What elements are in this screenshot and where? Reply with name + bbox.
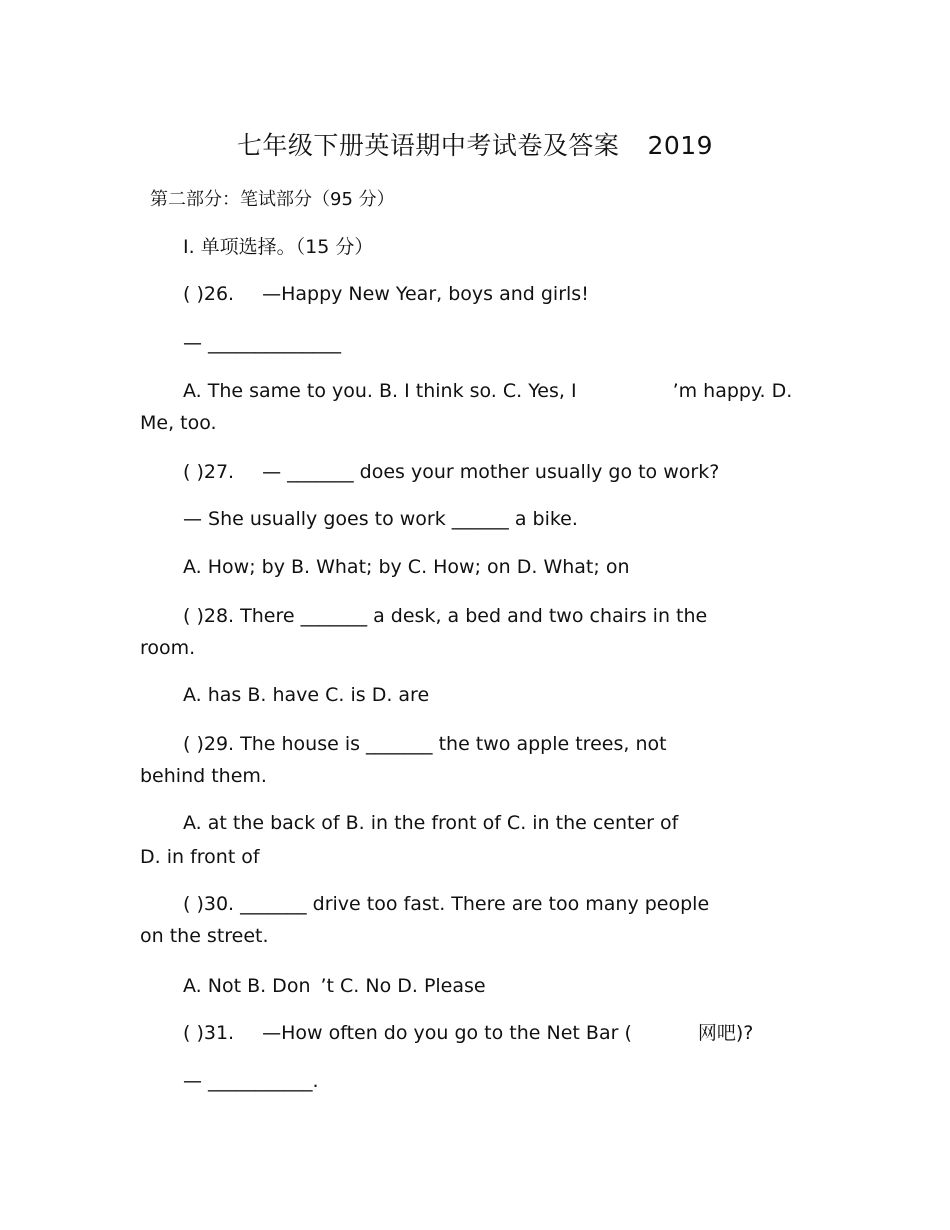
part-heading: I. 单项选择。（15 分） [183,236,374,258]
question-26-options-a: A. The same to you. B. I think so. C. Yes, I [183,380,577,402]
question-30-options [183,970,486,1002]
question-26-options-b: ’m happy. D. [672,380,793,402]
question-30-options-a: A. Not B. Don [183,975,311,997]
question-26 [183,278,589,310]
question-30: ( )30. _______ drive too fast. There are too many people [183,893,710,915]
question-26-options [183,375,792,407]
question-31-text: —How often do you go to the Net Bar ( [262,1022,632,1044]
question-26-number: ( )26. [183,283,235,305]
question-28-cont: room. [140,637,196,659]
question-28-options: A. has B. have C. is D. are [183,684,430,706]
section-heading: 第二部分：笔试部分（95 分） [150,189,395,210]
question-26-answer-line: — ______________ [183,332,342,354]
question-31-text-b: 网吧)? [697,1022,754,1044]
title-year: 2019 [647,131,714,160]
question-30-options-b: ’t C. No D. Please [320,975,486,997]
question-28: ( )28. There _______ a desk, a bed and two chairs in the [183,605,708,627]
document-title [0,126,950,162]
question-29-cont: behind them. [140,765,267,787]
question-29: ( )29. The house is _______ the two apple trees, not [183,733,667,755]
question-27-reply: — She usually goes to work ______ a bike. [183,508,578,530]
question-26-text: —Happy New Year, boys and girls! [262,283,589,305]
question-29-options-cont: D. in front of [140,846,260,868]
title-text: 七年级下册英语期中考试卷及答案 [236,131,620,160]
question-27-number: ( )27. [183,461,235,483]
question-31-answer-line: — ___________. [183,1070,319,1092]
question-30-cont: on the street. [140,925,269,947]
question-27-options: A. How; by B. What; by C. How; on D. What; on [183,556,630,578]
question-31-number: ( )31. [183,1022,235,1044]
question-27-text: — _______ does your mother usually go to work? [262,461,720,483]
question-31 [183,1017,753,1049]
question-29-options: A. at the back of B. in the front of C. in the center of [183,812,679,834]
question-26-options-cont: Me, too. [140,412,217,434]
question-27 [183,456,719,488]
